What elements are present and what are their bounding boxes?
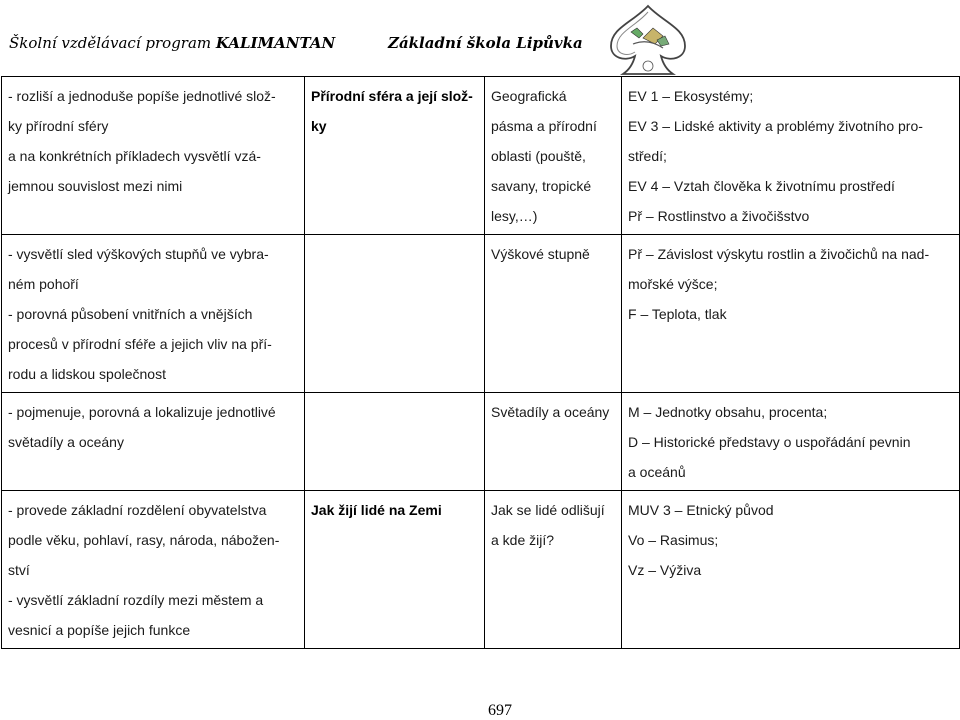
cell-text-line: lesy,…) (491, 208, 538, 224)
cell-text-line: Geografická (491, 88, 567, 104)
table-row (2, 235, 960, 393)
cross-themes-cell (622, 393, 960, 491)
cell-text-line: Př – Závislost výskytu rostlin a živočichů na nad- (628, 246, 930, 262)
cell-text-line: EV 4 – Vztah člověka k životnímu prostředí (628, 178, 895, 194)
cell-text-line: světadíly a oceány (8, 434, 124, 450)
topic-cell (305, 393, 485, 491)
cell-text-line: Vz – Výživa (628, 562, 702, 578)
expected-outcomes-cell (2, 393, 305, 491)
cell-text-line: a oceánů (628, 464, 686, 480)
content-cell (485, 491, 622, 649)
school-name: Základní škola Lipůvka (388, 34, 583, 52)
cell-text-line: ky přírodní sféry (8, 118, 109, 134)
cell-text-line: Jak žijí lidé na Zemi (311, 502, 442, 518)
cell-text-line: středí; (628, 148, 667, 164)
cell-text-line: rodu a lidskou společnost (8, 366, 166, 382)
cell-text-line: Jak se lidé odlišují (491, 502, 605, 518)
cell-text-line: procesů v přírodní sféře a jejich vliv na pří- (8, 336, 272, 352)
school-logo-icon (603, 2, 693, 76)
cell-text-line: MUV 3 – Etnický původ (628, 502, 774, 518)
cell-text-line: vesnicí a popíše jejich funkce (8, 622, 191, 638)
cell-text-line: - rozliší a jednoduše popíše jednotlivé slož- (8, 88, 276, 104)
cross-themes-cell (622, 77, 960, 235)
cell-text-line: mořské výšce; (628, 276, 718, 292)
cell-text-line: podle věku, pohlaví, rasy, národa, nábožen- (8, 532, 280, 548)
cell-text-line: oblasti (pouště, (491, 148, 586, 164)
cross-themes-cell (622, 235, 960, 393)
cell-text-line: ky (311, 118, 327, 134)
cell-text-line: Světadíly a oceány (491, 404, 610, 420)
cell-text-line: Výškové stupně (491, 246, 590, 262)
cell-text-line: EV 3 – Lidské aktivity a problémy životního pro- (628, 118, 923, 134)
cell-text-line: ství (8, 562, 30, 578)
cell-text-line: Přírodní sféra a její slož- (311, 88, 473, 104)
program-title: Školní vzdělávací program KALIMANTAN (9, 34, 336, 52)
cell-text-line: - vysvětlí základní rozdíly mezi městem a (8, 592, 264, 608)
expected-outcomes-cell (2, 77, 305, 235)
cell-text-line: a na konkrétních příkladech vysvětlí vzá- (8, 148, 261, 164)
cell-text-line: ném pohoří (8, 276, 79, 292)
content-cell (485, 235, 622, 393)
curriculum-table (1, 76, 960, 649)
table-row (2, 491, 960, 649)
topic-cell (305, 491, 485, 649)
cell-text-line: EV 1 – Ekosystémy; (628, 88, 754, 104)
expected-outcomes-cell (2, 235, 305, 393)
cell-text-line: - provede základní rozdělení obyvatelstva (8, 502, 267, 518)
cell-text-line: F – Teplota, tlak (628, 306, 727, 322)
topic-cell (305, 77, 485, 235)
topic-cell (305, 235, 485, 393)
cell-text-line: a kde žijí? (491, 532, 555, 548)
cross-themes-cell (622, 491, 960, 649)
content-cell (485, 77, 622, 235)
cell-text-line: D – Historické představy o uspořádání pevnin (628, 434, 911, 450)
page-header (0, 0, 960, 78)
page-number: 697 (488, 702, 512, 719)
cell-text-line: - pojmenuje, porovná a lokalizuje jednotlivé (8, 404, 276, 420)
cell-text-line: jemnou souvislost mezi nimi (8, 178, 183, 194)
cell-text-line: Vo – Rasimus; (628, 532, 719, 548)
table-row (2, 77, 960, 235)
expected-outcomes-cell (2, 491, 305, 649)
cell-text-line: - porovná působení vnitřních a vnějších (8, 306, 253, 322)
cell-text-line: pásma a přírodní (491, 118, 597, 134)
cell-text-line: Př – Rostlinstvo a živočišstvo (628, 208, 810, 224)
cell-text-line: savany, tropické (491, 178, 592, 194)
cell-text-line: - vysvětlí sled výškových stupňů ve vybra- (8, 246, 269, 262)
cell-text-line: M – Jednotky obsahu, procenta; (628, 404, 828, 420)
table-row (2, 393, 960, 491)
content-cell (485, 393, 622, 491)
